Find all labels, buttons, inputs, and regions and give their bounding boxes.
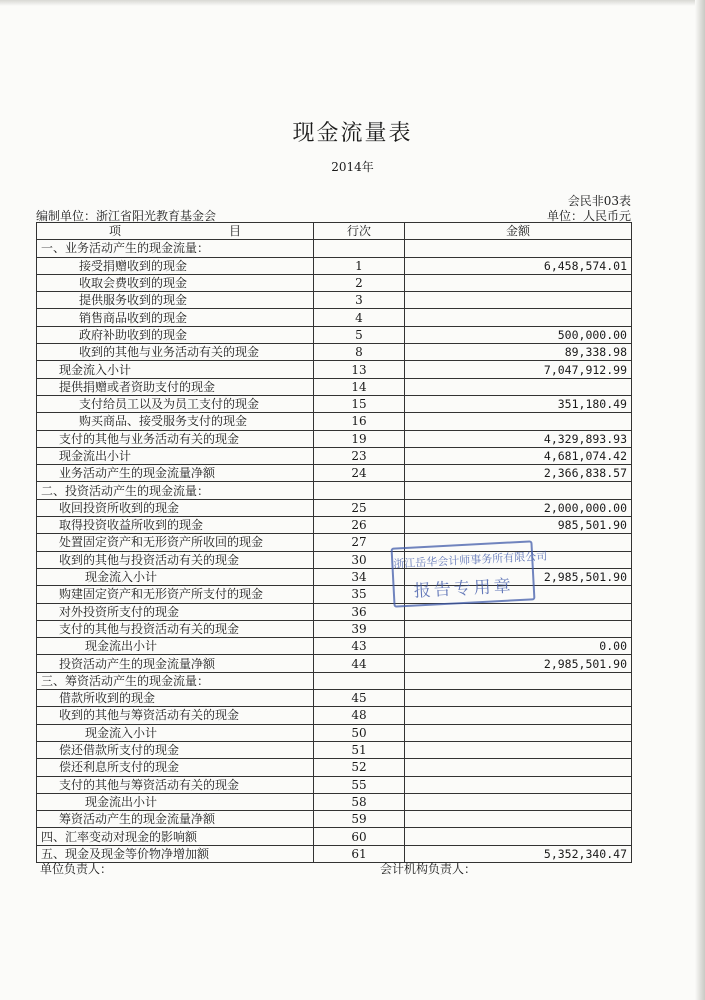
row-item-label: 对外投资所支付的现金 <box>37 603 314 620</box>
row-line-number: 19 <box>314 430 405 447</box>
row-amount <box>405 292 632 309</box>
row-amount <box>405 240 632 257</box>
table-row <box>37 724 632 741</box>
table-row <box>37 430 632 447</box>
row-item-label: 购买商品、接受服务支付的现金 <box>37 413 314 430</box>
row-item-label: 取得投资收益所收到的现金 <box>37 517 314 534</box>
row-item-label: 提供捐赠或者资助支付的现金 <box>37 378 314 395</box>
row-line-number: 8 <box>314 344 405 361</box>
row-amount <box>405 793 632 810</box>
document-title: 现金流量表 <box>292 121 413 146</box>
table-row <box>37 741 632 758</box>
row-line-number: 3 <box>314 292 405 309</box>
row-amount <box>405 482 632 499</box>
table-row <box>37 759 632 776</box>
row-amount <box>405 620 632 637</box>
table-row <box>37 499 632 516</box>
row-item-label: 收回投资所收到的现金 <box>37 499 314 516</box>
scan-edge-top <box>0 0 705 6</box>
row-item-label: 支付给员工以及为员工支付的现金 <box>37 395 314 412</box>
table-row <box>37 257 632 274</box>
col-header-amount: 金额 <box>405 223 632 240</box>
row-line-number: 25 <box>314 499 405 516</box>
row-item-label: 收取会费收到的现金 <box>37 274 314 291</box>
row-line-number: 5 <box>314 326 405 343</box>
table-row <box>37 620 632 637</box>
row-amount: 2,985,501.90 <box>405 568 632 585</box>
row-line-number: 44 <box>314 655 405 672</box>
table-row <box>37 776 632 793</box>
table-row <box>37 811 632 828</box>
row-item-label: 支付的其他与筹资活动有关的现金 <box>37 776 314 793</box>
row-item-label: 借款所收到的现金 <box>37 690 314 707</box>
row-line-number: 4 <box>314 309 405 326</box>
row-line-number: 59 <box>314 811 405 828</box>
row-amount: 2,985,501.90 <box>405 655 632 672</box>
row-line-number: 60 <box>314 828 405 845</box>
col-header-item: 项 目 <box>37 223 314 240</box>
table-row <box>37 361 632 378</box>
row-amount: 351,180.49 <box>405 395 632 412</box>
table-row <box>37 482 632 499</box>
row-item-label: 销售商品收到的现金 <box>37 309 314 326</box>
row-amount <box>405 603 632 620</box>
row-item-label: 现金流出小计 <box>37 447 314 464</box>
row-item-label: 五、现金及现金等价物净增加额 <box>37 845 314 862</box>
row-item-label: 支付的其他与业务活动有关的现金 <box>37 430 314 447</box>
row-amount <box>405 690 632 707</box>
row-amount <box>405 759 632 776</box>
table-row <box>37 690 632 707</box>
row-line-number: 2 <box>314 274 405 291</box>
row-item-label: 现金流出小计 <box>37 793 314 810</box>
col-header-line: 行次 <box>314 223 405 240</box>
report-year: 2014年 <box>331 160 374 174</box>
row-line-number: 50 <box>314 724 405 741</box>
table-row <box>37 447 632 464</box>
row-amount: 4,329,893.93 <box>405 430 632 447</box>
currency-unit: 单位：人民币元 <box>546 209 631 223</box>
row-amount: 4,681,074.42 <box>405 447 632 464</box>
table-row <box>37 655 632 672</box>
row-line-number: 34 <box>314 568 405 585</box>
row-amount <box>405 309 632 326</box>
table-row <box>37 845 632 862</box>
row-item-label: 四、汇率变动对现金的影响额 <box>37 828 314 845</box>
table-row <box>37 309 632 326</box>
row-amount: 5,352,340.47 <box>405 845 632 862</box>
row-item-label: 投资活动产生的现金流量净额 <box>37 655 314 672</box>
row-line-number <box>314 482 405 499</box>
row-item-label: 提供服务收到的现金 <box>37 292 314 309</box>
accounting-head-signature-label: 会计机构负责人： <box>380 862 477 876</box>
row-item-label: 偿还利息所支付的现金 <box>37 759 314 776</box>
row-line-number: 51 <box>314 741 405 758</box>
table-row <box>37 828 632 845</box>
row-item-label: 政府补助收到的现金 <box>37 326 314 343</box>
row-line-number: 16 <box>314 413 405 430</box>
row-amount: 2,000,000.00 <box>405 499 632 516</box>
table-row <box>37 326 632 343</box>
row-item-label: 现金流入小计 <box>37 568 314 585</box>
table-row <box>37 413 632 430</box>
row-line-number: 13 <box>314 361 405 378</box>
row-line-number: 1 <box>314 257 405 274</box>
table-row <box>37 240 632 257</box>
row-amount: 7,047,912.99 <box>405 361 632 378</box>
row-item-label: 收到的其他与筹资活动有关的现金 <box>37 707 314 724</box>
row-amount <box>405 811 632 828</box>
row-amount: 985,501.90 <box>405 517 632 534</box>
row-item-label: 一、业务活动产生的现金流量： <box>37 240 314 257</box>
table-row <box>37 672 632 689</box>
row-amount <box>405 828 632 845</box>
table-row <box>37 638 632 655</box>
row-amount <box>405 378 632 395</box>
table-row <box>37 586 632 603</box>
row-item-label: 处置固定资产和无形资产所收回的现金 <box>37 534 314 551</box>
row-line-number: 24 <box>314 465 405 482</box>
row-item-label: 现金流出小计 <box>37 638 314 655</box>
table-row <box>37 395 632 412</box>
table-header-row <box>37 223 632 240</box>
row-item-label: 业务活动产生的现金流量净额 <box>37 465 314 482</box>
row-line-number: 23 <box>314 447 405 464</box>
stamp-firm-name: 浙江岳华会计师事务所有限公司 <box>393 549 548 571</box>
row-line-number: 26 <box>314 517 405 534</box>
table-row <box>37 793 632 810</box>
row-line-number: 58 <box>314 793 405 810</box>
row-amount <box>405 707 632 724</box>
row-amount <box>405 776 632 793</box>
table-row <box>37 274 632 291</box>
scan-edge-right <box>695 0 705 1000</box>
table-row <box>37 603 632 620</box>
row-amount <box>405 672 632 689</box>
row-line-number: 15 <box>314 395 405 412</box>
cash-flow-table <box>36 222 632 863</box>
row-line-number: 48 <box>314 707 405 724</box>
org-label: 编制单位：浙江省阳光教育基金会 <box>36 209 217 223</box>
row-line-number <box>314 672 405 689</box>
row-line-number <box>314 240 405 257</box>
table-row <box>37 707 632 724</box>
row-amount <box>405 413 632 430</box>
row-item-label: 购建固定资产和无形资产所支付的现金 <box>37 586 314 603</box>
table-row <box>37 568 632 585</box>
table-row <box>37 344 632 361</box>
unit-head-signature-label: 单位负责人： <box>40 862 113 876</box>
row-item-label: 现金流入小计 <box>37 724 314 741</box>
row-line-number: 35 <box>314 586 405 603</box>
row-item-label: 收到的其他与业务活动有关的现金 <box>37 344 314 361</box>
row-amount: 0.00 <box>405 638 632 655</box>
row-amount <box>405 741 632 758</box>
row-line-number: 36 <box>314 603 405 620</box>
row-line-number: 61 <box>314 845 405 862</box>
table-row <box>37 534 632 551</box>
row-line-number: 27 <box>314 534 405 551</box>
row-amount: 2,366,838.57 <box>405 465 632 482</box>
stamp-purpose: 报告专用章 <box>413 576 515 602</box>
row-item-label: 接受捐赠收到的现金 <box>37 257 314 274</box>
row-item-label: 现金流入小计 <box>37 361 314 378</box>
row-item-label: 偿还借款所支付的现金 <box>37 741 314 758</box>
row-amount <box>405 274 632 291</box>
row-line-number: 39 <box>314 620 405 637</box>
row-amount: 89,338.98 <box>405 344 632 361</box>
row-amount <box>405 724 632 741</box>
row-item-label: 支付的其他与投资活动有关的现金 <box>37 620 314 637</box>
row-line-number: 52 <box>314 759 405 776</box>
row-item-label: 筹资活动产生的现金流量净额 <box>37 811 314 828</box>
row-line-number: 14 <box>314 378 405 395</box>
row-line-number: 30 <box>314 551 405 568</box>
table-row <box>37 378 632 395</box>
audit-seal-stamp <box>391 540 548 607</box>
row-item-label: 二、投资活动产生的现金流量： <box>37 482 314 499</box>
row-amount: 500,000.00 <box>405 326 632 343</box>
table-row <box>37 292 632 309</box>
table-row <box>37 517 632 534</box>
form-code: 会民非03表 <box>567 194 631 208</box>
row-line-number: 43 <box>314 638 405 655</box>
row-item-label: 收到的其他与投资活动有关的现金 <box>37 551 314 568</box>
row-line-number: 45 <box>314 690 405 707</box>
row-amount: 6,458,574.01 <box>405 257 632 274</box>
row-line-number: 55 <box>314 776 405 793</box>
table-row <box>37 465 632 482</box>
row-item-label: 三、筹资活动产生的现金流量： <box>37 672 314 689</box>
